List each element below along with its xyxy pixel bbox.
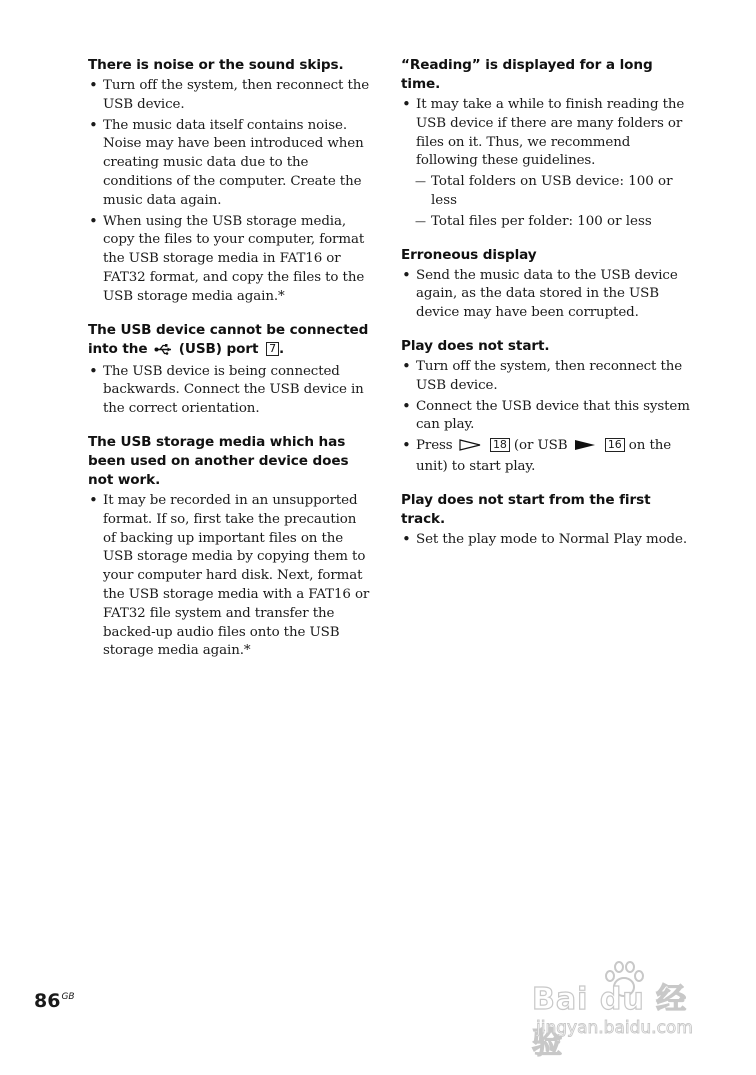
list-item: • Send the music data to the USB device again, as the data stored in the USB device may have been corrupted. [401, 267, 691, 323]
watermark-brand: Bai du 经验 [532, 982, 688, 1061]
press-text: on the unit) to start play. [416, 438, 672, 474]
button-number-box: 18 [490, 438, 510, 452]
section-play-first-track [401, 491, 691, 550]
page-number-value: 86 [34, 990, 61, 1012]
section-usb-cannot-connect [88, 321, 373, 419]
section-heading: “Reading” is displayed for a long time. [401, 57, 653, 92]
section-reading-displayed [401, 56, 691, 232]
list-item [401, 437, 691, 477]
bullet-list [88, 363, 373, 419]
baidu-watermark [532, 960, 712, 1061]
section-heading: Play does not start from the first track. [401, 491, 651, 527]
button-number-box: 16 [605, 438, 625, 452]
port-number-box: 7 [266, 342, 279, 356]
bullet-list [401, 358, 691, 477]
heading-end: . [278, 340, 285, 357]
list-item: • When using the USB storage media, copy the files to your computer, format the USB storage media in FAT16 or FAT32 format, and copy the files to the USB storage media again.* [88, 213, 373, 307]
bullet-list [401, 531, 691, 550]
heading-text: The USB device cannot be connected into the [88, 321, 369, 357]
list-item: • Set the play mode to Normal Play mode. [401, 531, 691, 550]
usb-icon [154, 342, 172, 361]
sub-list-item: — Total folders on USB device: 100 or less [401, 173, 691, 211]
list-item: • It may be recorded in an unsupported format. If so, first take the precaution of backing up important files on the USB storage media by copying them to your computer hard disk. Next, format the USB storage media with a FAT16 or FAT32 file system and transfer the backed-up audio files onto the USB storage media again.* [88, 492, 373, 661]
left-column [88, 56, 373, 675]
bullet-list [401, 267, 691, 323]
list-item: • The USB device is being connected backwards. Connect the USB device in the correct orientation. [88, 363, 373, 419]
play-filled-icon [574, 439, 596, 458]
list-item: • Connect the USB device that this system can play. [401, 398, 691, 436]
section-heading [88, 321, 373, 361]
sub-list-item: — Total files per folder: 100 or less [401, 213, 691, 232]
list-item: • Turn off the system, then reconnect the USB device. [401, 358, 691, 396]
heading-text: (USB) port [178, 340, 259, 357]
bullet-list [401, 96, 691, 232]
section-heading: Play does not start. [401, 337, 550, 354]
list-item: • It may take a while to finish reading the USB device if there are many folders or files on it. Thus, we recommend following these guidelines. [401, 96, 691, 171]
bullet-list [88, 492, 373, 661]
right-column [401, 56, 691, 564]
list-item: • The music data itself contains noise. Noise may have been introduced when creating music data due to the conditions of the computer. Create the music data again. [88, 117, 373, 211]
bullet-list [88, 77, 373, 307]
press-text: (or USB [513, 438, 568, 454]
section-heading: There is noise or the sound skips. [88, 57, 344, 73]
section-noise-skips [88, 56, 373, 307]
play-outline-icon [459, 439, 481, 458]
page-suffix: GB [61, 992, 75, 1002]
list-item: • Turn off the system, then reconnect the USB device. [88, 77, 373, 115]
page-number [34, 990, 75, 1012]
section-heading: Erroneous display [401, 246, 537, 263]
section-heading: The USB storage media which has been used on another device does not work. [88, 433, 349, 488]
press-text: Press [416, 438, 453, 454]
section-storage-other-device [88, 433, 373, 661]
watermark-url: jingyan.baidu.com [536, 1018, 693, 1038]
section-erroneous-display [401, 246, 691, 323]
section-play-not-start [401, 337, 691, 477]
